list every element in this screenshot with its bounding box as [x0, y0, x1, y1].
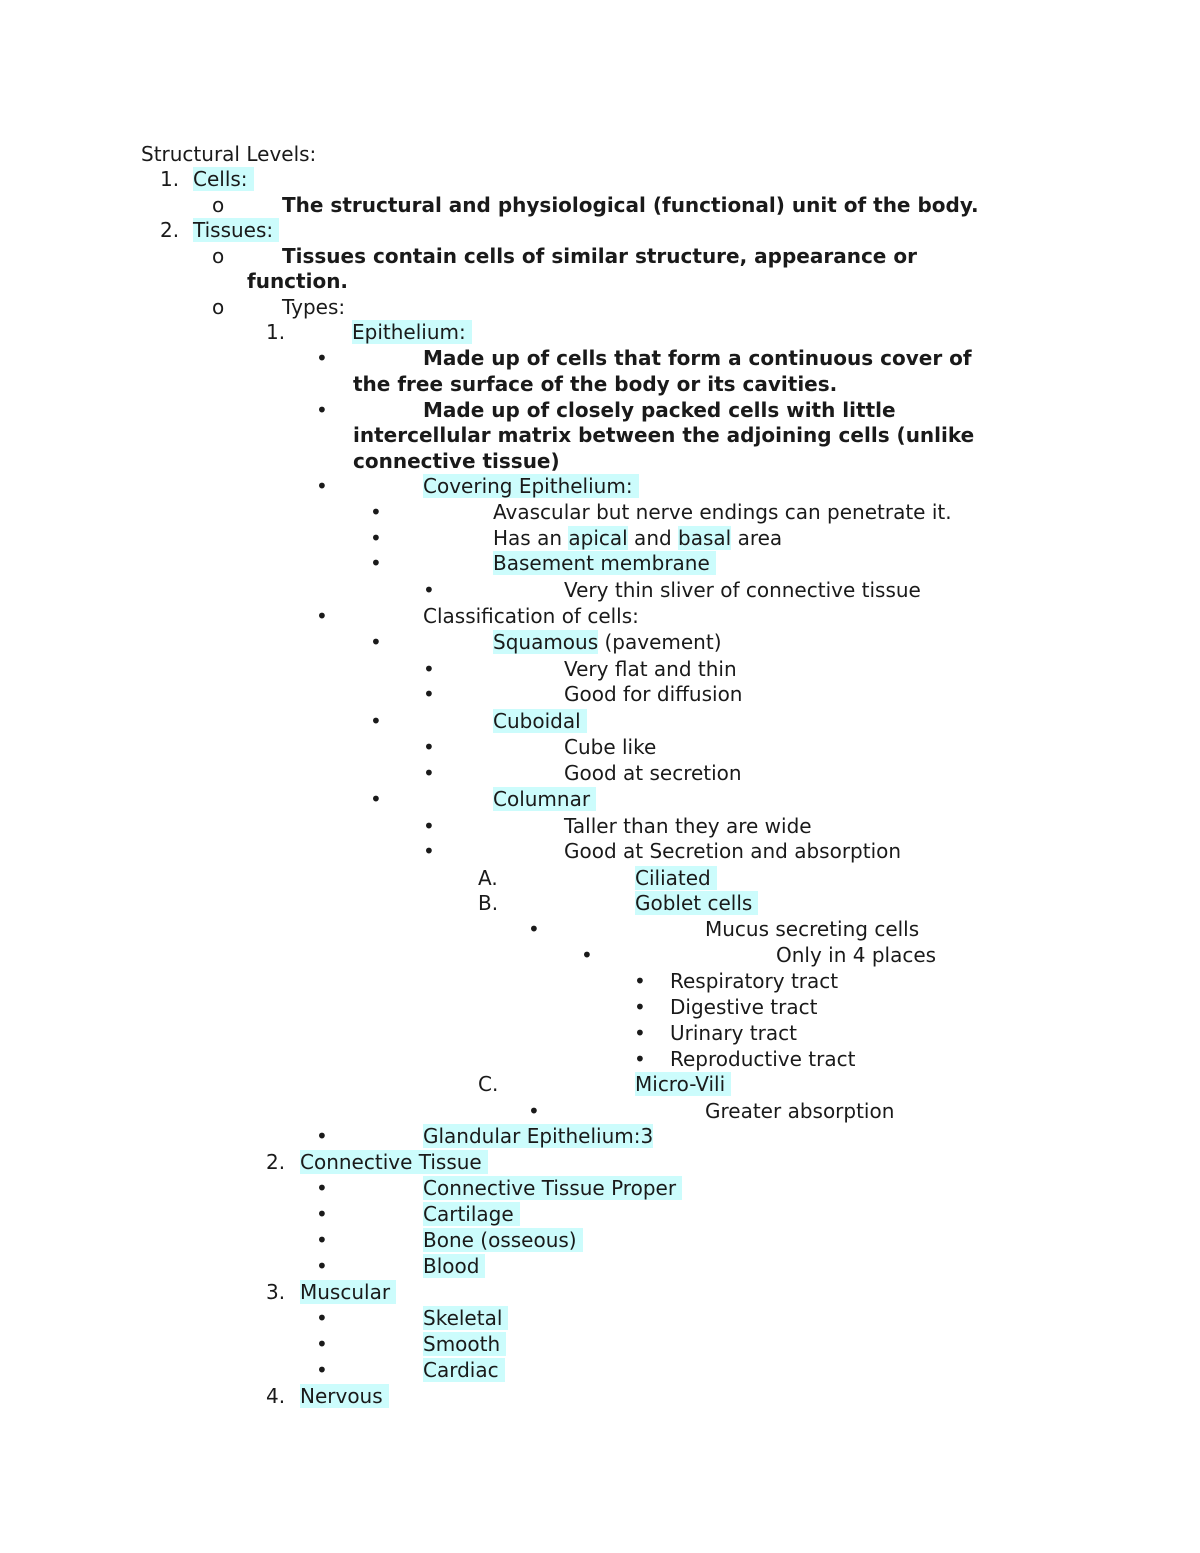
bullet: • [423, 839, 435, 863]
bullet: • [634, 1021, 646, 1045]
bullet: • [423, 578, 435, 602]
heading-muscular: Muscular [300, 1279, 396, 1305]
list-item: Smooth [423, 1331, 506, 1357]
list-item: Cartilage [423, 1201, 520, 1227]
bullet: • [423, 657, 435, 681]
bullet: • [316, 1228, 328, 1252]
bullet: • [370, 630, 382, 654]
list-number: 2. [266, 1150, 286, 1174]
bullet: • [316, 604, 328, 628]
columnar: Columnar [493, 786, 596, 812]
list-item: Has an apical and basal area [493, 526, 783, 550]
list-item: Cardiac [423, 1357, 505, 1383]
list-item: Mucus secreting cells [705, 917, 920, 941]
bullet: • [634, 969, 646, 993]
bullet: • [370, 526, 382, 550]
list-item: Bone (osseous) [423, 1227, 583, 1253]
list-item: Skeletal [423, 1305, 508, 1331]
cells-definition: The structural and physiological (functional) unit of the body. [282, 193, 979, 217]
bullet: • [370, 787, 382, 811]
bullet: • [316, 1202, 328, 1226]
classification-label: Classification of cells: [423, 604, 639, 628]
circle-bullet: o [212, 295, 225, 319]
epithelium-point: intercellular matrix between the adjoining cells (unlike [353, 423, 975, 447]
bullet: • [316, 1124, 328, 1148]
list-letter: B. [478, 891, 499, 915]
list-item: Greater absorption [705, 1099, 895, 1123]
list-item: Respiratory tract [670, 969, 839, 993]
types-label: Types: [282, 295, 346, 319]
covering-epithelium: Covering Epithelium: [423, 473, 639, 499]
list-letter: A. [478, 866, 498, 890]
page-title: Structural Levels: [141, 142, 317, 166]
goblet-cells: Goblet cells [635, 890, 758, 916]
list-letter: C. [478, 1072, 499, 1096]
bullet: • [634, 1047, 646, 1071]
bullet: • [316, 474, 328, 498]
bullet: • [316, 1358, 328, 1382]
ciliated: Ciliated [635, 865, 717, 891]
heading-tissues: Tissues: [193, 217, 279, 243]
epithelium-point: Made up of closely packed cells with little [423, 398, 896, 422]
circle-bullet: o [212, 244, 225, 268]
glandular-epithelium: Glandular Epithelium:3 [423, 1124, 654, 1148]
list-item: Very thin sliver of connective tissue [564, 578, 921, 602]
squamous: Squamous (pavement) [493, 630, 722, 654]
bullet: • [316, 346, 328, 370]
basement-membrane: Basement membrane [493, 550, 716, 576]
bullet: • [634, 995, 646, 1019]
heading-connective-tissue: Connective Tissue [300, 1149, 488, 1175]
list-item: Avascular but nerve endings can penetrate it. [493, 500, 952, 524]
heading-cells: Cells: [193, 166, 254, 192]
list-item: Blood [423, 1253, 485, 1279]
bullet: • [423, 761, 435, 785]
cuboidal: Cuboidal [493, 708, 587, 734]
epithelium-point: connective tissue) [353, 449, 560, 473]
bullet: • [316, 1306, 328, 1330]
bullet: • [316, 398, 328, 422]
bullet: • [370, 500, 382, 524]
epithelium-point: Made up of cells that form a continuous cover of [423, 346, 972, 370]
heading-epithelium: Epithelium: [352, 319, 472, 345]
bullet: • [581, 943, 593, 967]
list-number: 4. [266, 1384, 286, 1408]
heading-nervous: Nervous [300, 1383, 389, 1409]
list-item: Good at Secretion and absorption [564, 839, 902, 863]
list-number: 3. [266, 1280, 286, 1304]
bullet: • [528, 917, 540, 941]
bullet: • [423, 735, 435, 759]
list-item: Urinary tract [670, 1021, 797, 1045]
bullet: • [423, 682, 435, 706]
bullet: • [528, 1099, 540, 1123]
bullet: • [316, 1332, 328, 1356]
bullet: • [316, 1176, 328, 1200]
list-item: Digestive tract [670, 995, 818, 1019]
list-item: Good at secretion [564, 761, 742, 785]
list-item: Only in 4 places [776, 943, 937, 967]
tissues-definition: Tissues contain cells of similar structure, appearance or [282, 244, 917, 268]
tissues-definition: function. [247, 269, 349, 293]
bullet: • [370, 709, 382, 733]
list-item: Connective Tissue Proper [423, 1175, 682, 1201]
epithelium-point: the free surface of the body or its cavities. [353, 372, 838, 396]
list-item: Very flat and thin [564, 657, 737, 681]
bullet: • [316, 1254, 328, 1278]
list-number: 1. [266, 320, 286, 344]
circle-bullet: o [212, 193, 225, 217]
list-item: Cube like [564, 735, 657, 759]
list-item: Reproductive tract [670, 1047, 856, 1071]
list-number: 2. [160, 218, 180, 242]
micro-vili: Micro-Vili [635, 1071, 731, 1097]
list-number: 1. [160, 167, 180, 191]
bullet: • [423, 814, 435, 838]
list-item: Good for diffusion [564, 682, 743, 706]
bullet: • [370, 551, 382, 575]
list-item: Taller than they are wide [564, 814, 812, 838]
